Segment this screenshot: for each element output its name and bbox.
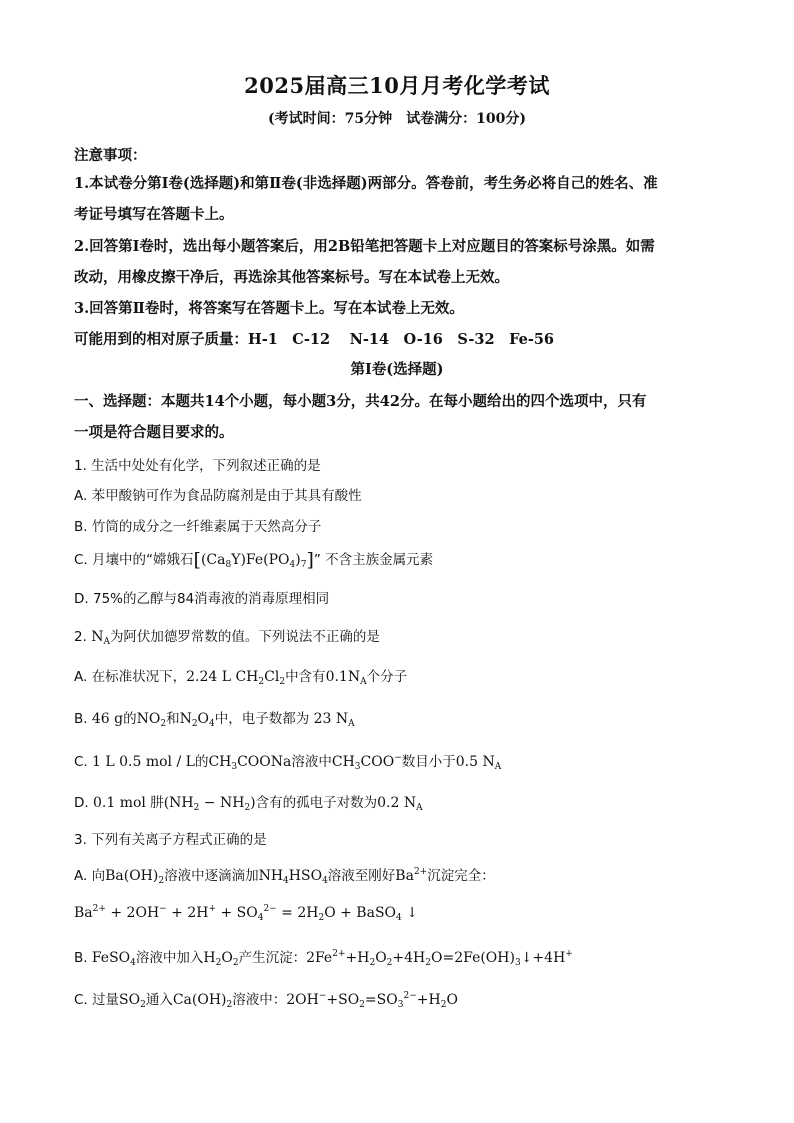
exam-subtitle: (考试时间：75分钟 试卷满分：100分) xyxy=(268,111,526,127)
q1-stem: 1. 生活中处处有化学，下列叙述正确的是 xyxy=(74,458,321,474)
atomic-masses: 可能用到的相对原子质量：H-1 C-12 N-14 O-16 S-32 Fe-56 xyxy=(74,331,555,348)
notes-item1-line2: 考证号填写在答题卡上。 xyxy=(74,206,234,223)
section-heading: 第Ⅰ卷(选择题) xyxy=(350,361,444,378)
q3-option-a: A. 向$Ba(OH)_2$溶液中逐滴滴加$NH_4HSO_4$溶液至刚好$Ba^{2+}$沉淀完全： xyxy=(74,867,495,886)
q3-option-a-equation: $Ba^{2+} + 2OH^- + 2H^+ + SO_4^{2-} = 2H_2O$ + BaSO$_4$ ↓ xyxy=(74,904,418,923)
q3-option-c: C. 过量$SO_2$通入$Ca(OH)_2$溶液中：$2OH^-+SO_2=SO_3^{2-}+H_2O$ xyxy=(74,991,458,1010)
q2-option-c: C. 1 L 0.5 mol / L的$CH_3COONa$溶液中$CH_3COO^-$数目小于0.5 $N_A$ xyxy=(74,753,502,772)
q2-option-a: A. 在标准状况下，2.24 L $CH_2Cl_2$中含有$0.1N_A$个分子 xyxy=(74,669,408,687)
q1-option-b: B. 竹筒的成分之一纤维素属于天然高分子 xyxy=(74,519,322,535)
q3-option-b: B. FeSO$_4$溶液中加入$H_2O_2$产生沉淀：$2Fe^{2+}+H_2O_2+4H_2O=2Fe(OH)_3↓+4H^+$ xyxy=(74,949,573,968)
section-intro-line1: 一、选择题：本题共14个小题，每小题3分，共42分。在每小题给出的四个选项中，只有 xyxy=(74,393,647,410)
q2-option-b: B. 46 g的$NO_2$和$N_2O_4$中，电子数都为 23 $N_A$ xyxy=(74,711,355,729)
q2-stem: 2. $N_A$为阿伏加德罗常数的值。下列说法不正确的是 xyxy=(74,629,380,647)
section-intro-line2: 一项是符合题目要求的。 xyxy=(74,424,234,441)
notes-item1-line1: 1.本试卷分第Ⅰ卷(选择题)和第Ⅱ卷(非选择题)两部分。答卷前，考生务必将自己的姓名、准 xyxy=(74,175,658,192)
notes-item2-line1: 2.回答第Ⅰ卷时，选出每小题答案后，用2B铅笔把答题卡上对应题目的答案标号涂黑。如需 xyxy=(74,238,655,255)
notes-heading: 注意事项： xyxy=(74,147,147,164)
notes-item3: 3.回答第Ⅱ卷时，将答案写在答题卡上。写在本试卷上无效。 xyxy=(74,300,464,317)
q2-option-d: D. 0.1 mol 肼$(NH_2 - NH_2)$含有的孤电子对数为0.2 $N_A$ xyxy=(74,795,423,813)
q1-option-c: C. 月壤中的“嫦娥石$[(Ca_8Y)Fe(PO_4)_7]$” 不含主族金属元素 xyxy=(74,549,434,571)
q1-option-a: A. 苯甲酸钠可作为食品防腐剂是由于其具有酸性 xyxy=(74,488,362,504)
q1-option-d: D. 75%的乙醇与84消毒液的消毒原理相同 xyxy=(74,591,330,607)
exam-title: 2025届高三10月月考化学考试 xyxy=(244,73,550,98)
q3-stem: 3. 下列有关离子方程式正确的是 xyxy=(74,832,267,848)
notes-item2-line2: 改动，用橡皮擦干净后，再选涂其他答案标号。写在本试卷上无效。 xyxy=(74,269,509,286)
